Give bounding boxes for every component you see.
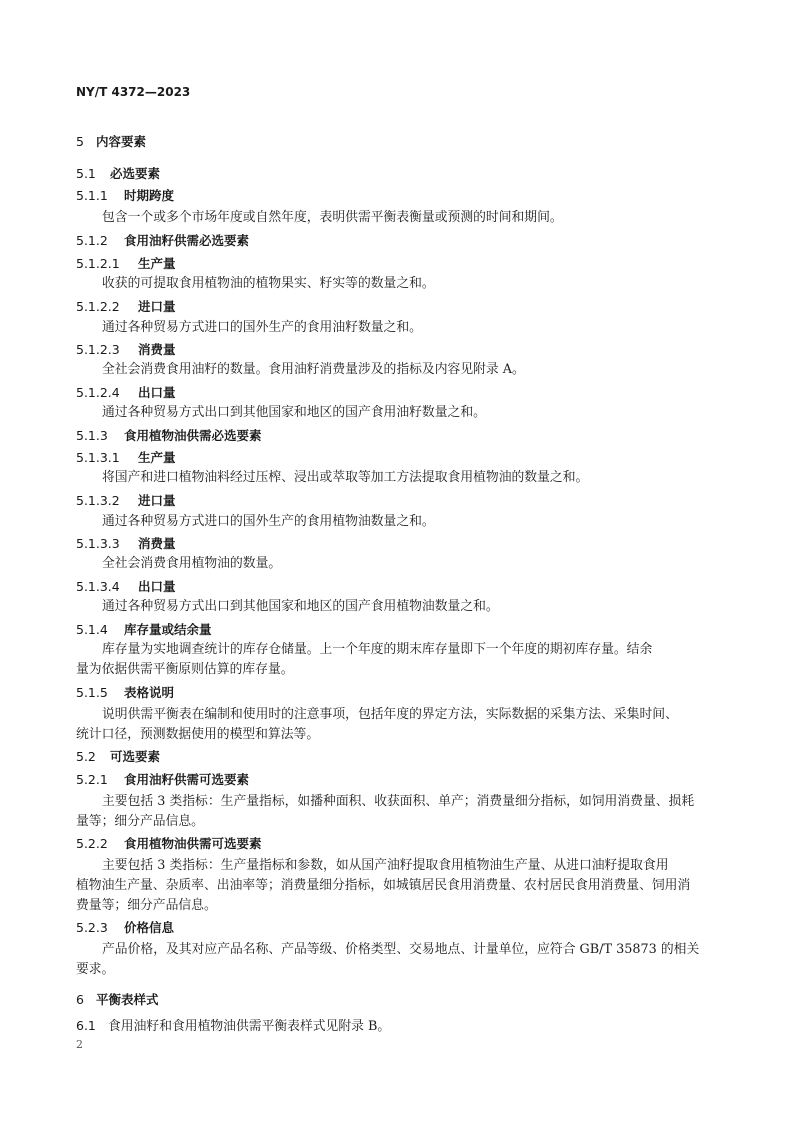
section-number: 5.1.1: [76, 188, 108, 203]
section-5-1-3-2-heading: [76, 493, 176, 509]
paragraph-5-1-3-3: 全社会消费食用植物油的数量。: [102, 556, 282, 571]
section-title: 食用植物油供需可选要素: [124, 836, 262, 851]
section-5-1-2-4-heading: [76, 385, 176, 401]
section-title: 可选要素: [110, 749, 161, 764]
section-title: 时期跨度: [124, 188, 175, 203]
section-5-1-heading: [76, 166, 160, 182]
section-title: 生产量: [138, 256, 176, 271]
paragraph-5-2-2-line-1: 主要包括 3 类指标：生产量指标和参数，如从国产油籽提取食用植物油生产量、从进口油籽提取食用: [102, 858, 669, 873]
section-6-heading: [76, 992, 159, 1008]
section-5-2-2-heading: [76, 836, 262, 852]
section-5-2-1-heading: [76, 772, 249, 788]
paragraph-5-2-1-line-2: 量等；细分产品信息。: [76, 814, 204, 829]
section-title: 消费量: [138, 536, 176, 551]
paragraph-5-2-3-line-1: 产品价格，及其对应产品名称、产品等级、价格类型、交易地点、计量单位，应符合 GB/T 35873 的相关: [102, 942, 700, 957]
section-number: 5.1.3: [76, 428, 108, 443]
section-6-1-clause: [76, 1018, 390, 1035]
section-number: 6.1: [76, 1018, 96, 1033]
section-number: 5: [76, 134, 84, 149]
section-5-2-3-heading: [76, 920, 174, 936]
section-5-1-3-heading: [76, 428, 262, 444]
section-title: 食用油籽供需必选要素: [124, 233, 250, 248]
paragraph-5-1-4-line-2: 量为依据供需平衡原则估算的库存量。: [76, 662, 294, 677]
section-5-heading: [76, 134, 146, 150]
paragraph-5-1-2-2: 通过各种贸易方式进口的国外生产的食用油籽数量之和。: [102, 320, 422, 335]
section-title: 库存量或结余量: [124, 622, 212, 637]
section-5-2-heading: [76, 749, 160, 765]
section-title: 必选要素: [110, 166, 161, 181]
section-number: 5.1.5: [76, 685, 108, 700]
paragraph-5-1-1: 包含一个或多个市场年度或自然年度，表明供需平衡表衡量或预测的时间和期间。: [102, 210, 563, 225]
section-number: 5.1.2: [76, 233, 108, 248]
section-number: 5.1.2.1: [76, 256, 120, 271]
paragraph-5-1-3-4: 通过各种贸易方式出口到其他国家和地区的国产食用植物油数量之和。: [102, 599, 499, 614]
section-number: 5.1: [76, 166, 96, 181]
page-number: 2: [76, 1038, 83, 1051]
section-title: 出口量: [138, 385, 176, 400]
section-5-1-5-heading: [76, 685, 174, 701]
section-number: 5.2: [76, 749, 96, 764]
section-5-1-3-1-heading: [76, 450, 176, 466]
section-5-1-4-heading: [76, 622, 212, 638]
section-number: 5.1.2.2: [76, 299, 120, 314]
section-title: 进口量: [138, 493, 176, 508]
paragraph-5-1-3-2: 通过各种贸易方式进口的国外生产的食用植物油数量之和。: [102, 514, 435, 529]
section-5-1-3-4-heading: [76, 579, 176, 595]
section-title: 生产量: [138, 450, 176, 465]
section-number: 5.1.3.1: [76, 450, 120, 465]
clause-text: 食用油籽和食用植物油供需平衡表样式见附录 B。: [108, 1019, 391, 1034]
paragraph-5-1-2-3: 全社会消费食用油籽的数量。食用油籽消费量涉及的指标及内容见附录 A。: [102, 362, 525, 377]
paragraph-5-2-2-line-2: 植物油生产量、杂质率、出油率等；消费量细分指标，如城镇居民食用消费量、农村居民食用消费量、饲用消: [76, 878, 691, 893]
section-title: 内容要素: [96, 134, 147, 149]
paragraph-5-2-2-line-3: 费量等；细分产品信息。: [76, 898, 217, 913]
section-5-1-2-heading: [76, 233, 249, 249]
document-id: NY/T 4372—2023: [76, 85, 191, 99]
section-title: 食用油籽供需可选要素: [124, 772, 250, 787]
section-5-1-2-1-heading: [76, 256, 176, 272]
section-title: 平衡表样式: [96, 992, 159, 1007]
section-number: 5.1.3.2: [76, 493, 120, 508]
section-number: 5.2.1: [76, 772, 108, 787]
section-5-1-2-3-heading: [76, 342, 176, 358]
paragraph-5-1-5-line-2: 统计口径，预测数据使用的模型和算法等。: [76, 727, 320, 742]
paragraph-5-2-1-line-1: 主要包括 3 类指标：生产量指标，如播种面积、收获面积、单产；消费量细分指标，如饲用消费量、损耗: [102, 794, 695, 809]
paragraph-5-1-2-1: 收获的可提取食用植物油的植物果实、籽实等的数量之和。: [102, 276, 435, 291]
section-number: 5.1.4: [76, 622, 108, 637]
section-5-1-2-2-heading: [76, 299, 176, 315]
paragraph-5-1-5-line-1: 说明供需平衡表在编制和使用时的注意事项，包括年度的界定方法，实际数据的采集方法、采集时间、: [102, 707, 678, 722]
section-number: 6: [76, 992, 84, 1007]
section-number: 5.1.2.4: [76, 385, 120, 400]
paragraph-5-2-3-line-2: 要求。: [76, 962, 115, 977]
section-number: 5.1.2.3: [76, 342, 120, 357]
section-title: 进口量: [138, 299, 176, 314]
section-title: 出口量: [138, 579, 176, 594]
section-title: 价格信息: [124, 920, 175, 935]
section-5-1-1-heading: [76, 188, 174, 204]
paragraph-5-1-2-4: 通过各种贸易方式出口到其他国家和地区的国产食用油籽数量之和。: [102, 405, 486, 420]
paragraph-5-1-3-1: 将国产和进口植物油料经过压榨、浸出或萃取等加工方法提取食用植物油的数量之和。: [102, 470, 589, 485]
section-title: 消费量: [138, 342, 176, 357]
section-number: 5.2.2: [76, 836, 108, 851]
paragraph-5-1-4-line-1: 库存量为实地调查统计的库存仓储量。上一个年度的期末库存量即下一个年度的期初库存量。结余: [102, 642, 653, 657]
section-number: 5.1.3.3: [76, 536, 120, 551]
section-5-1-3-3-heading: [76, 536, 176, 552]
section-title: 食用植物油供需必选要素: [124, 428, 262, 443]
section-title: 表格说明: [124, 685, 175, 700]
section-number: 5.2.3: [76, 920, 108, 935]
section-number: 5.1.3.4: [76, 579, 120, 594]
